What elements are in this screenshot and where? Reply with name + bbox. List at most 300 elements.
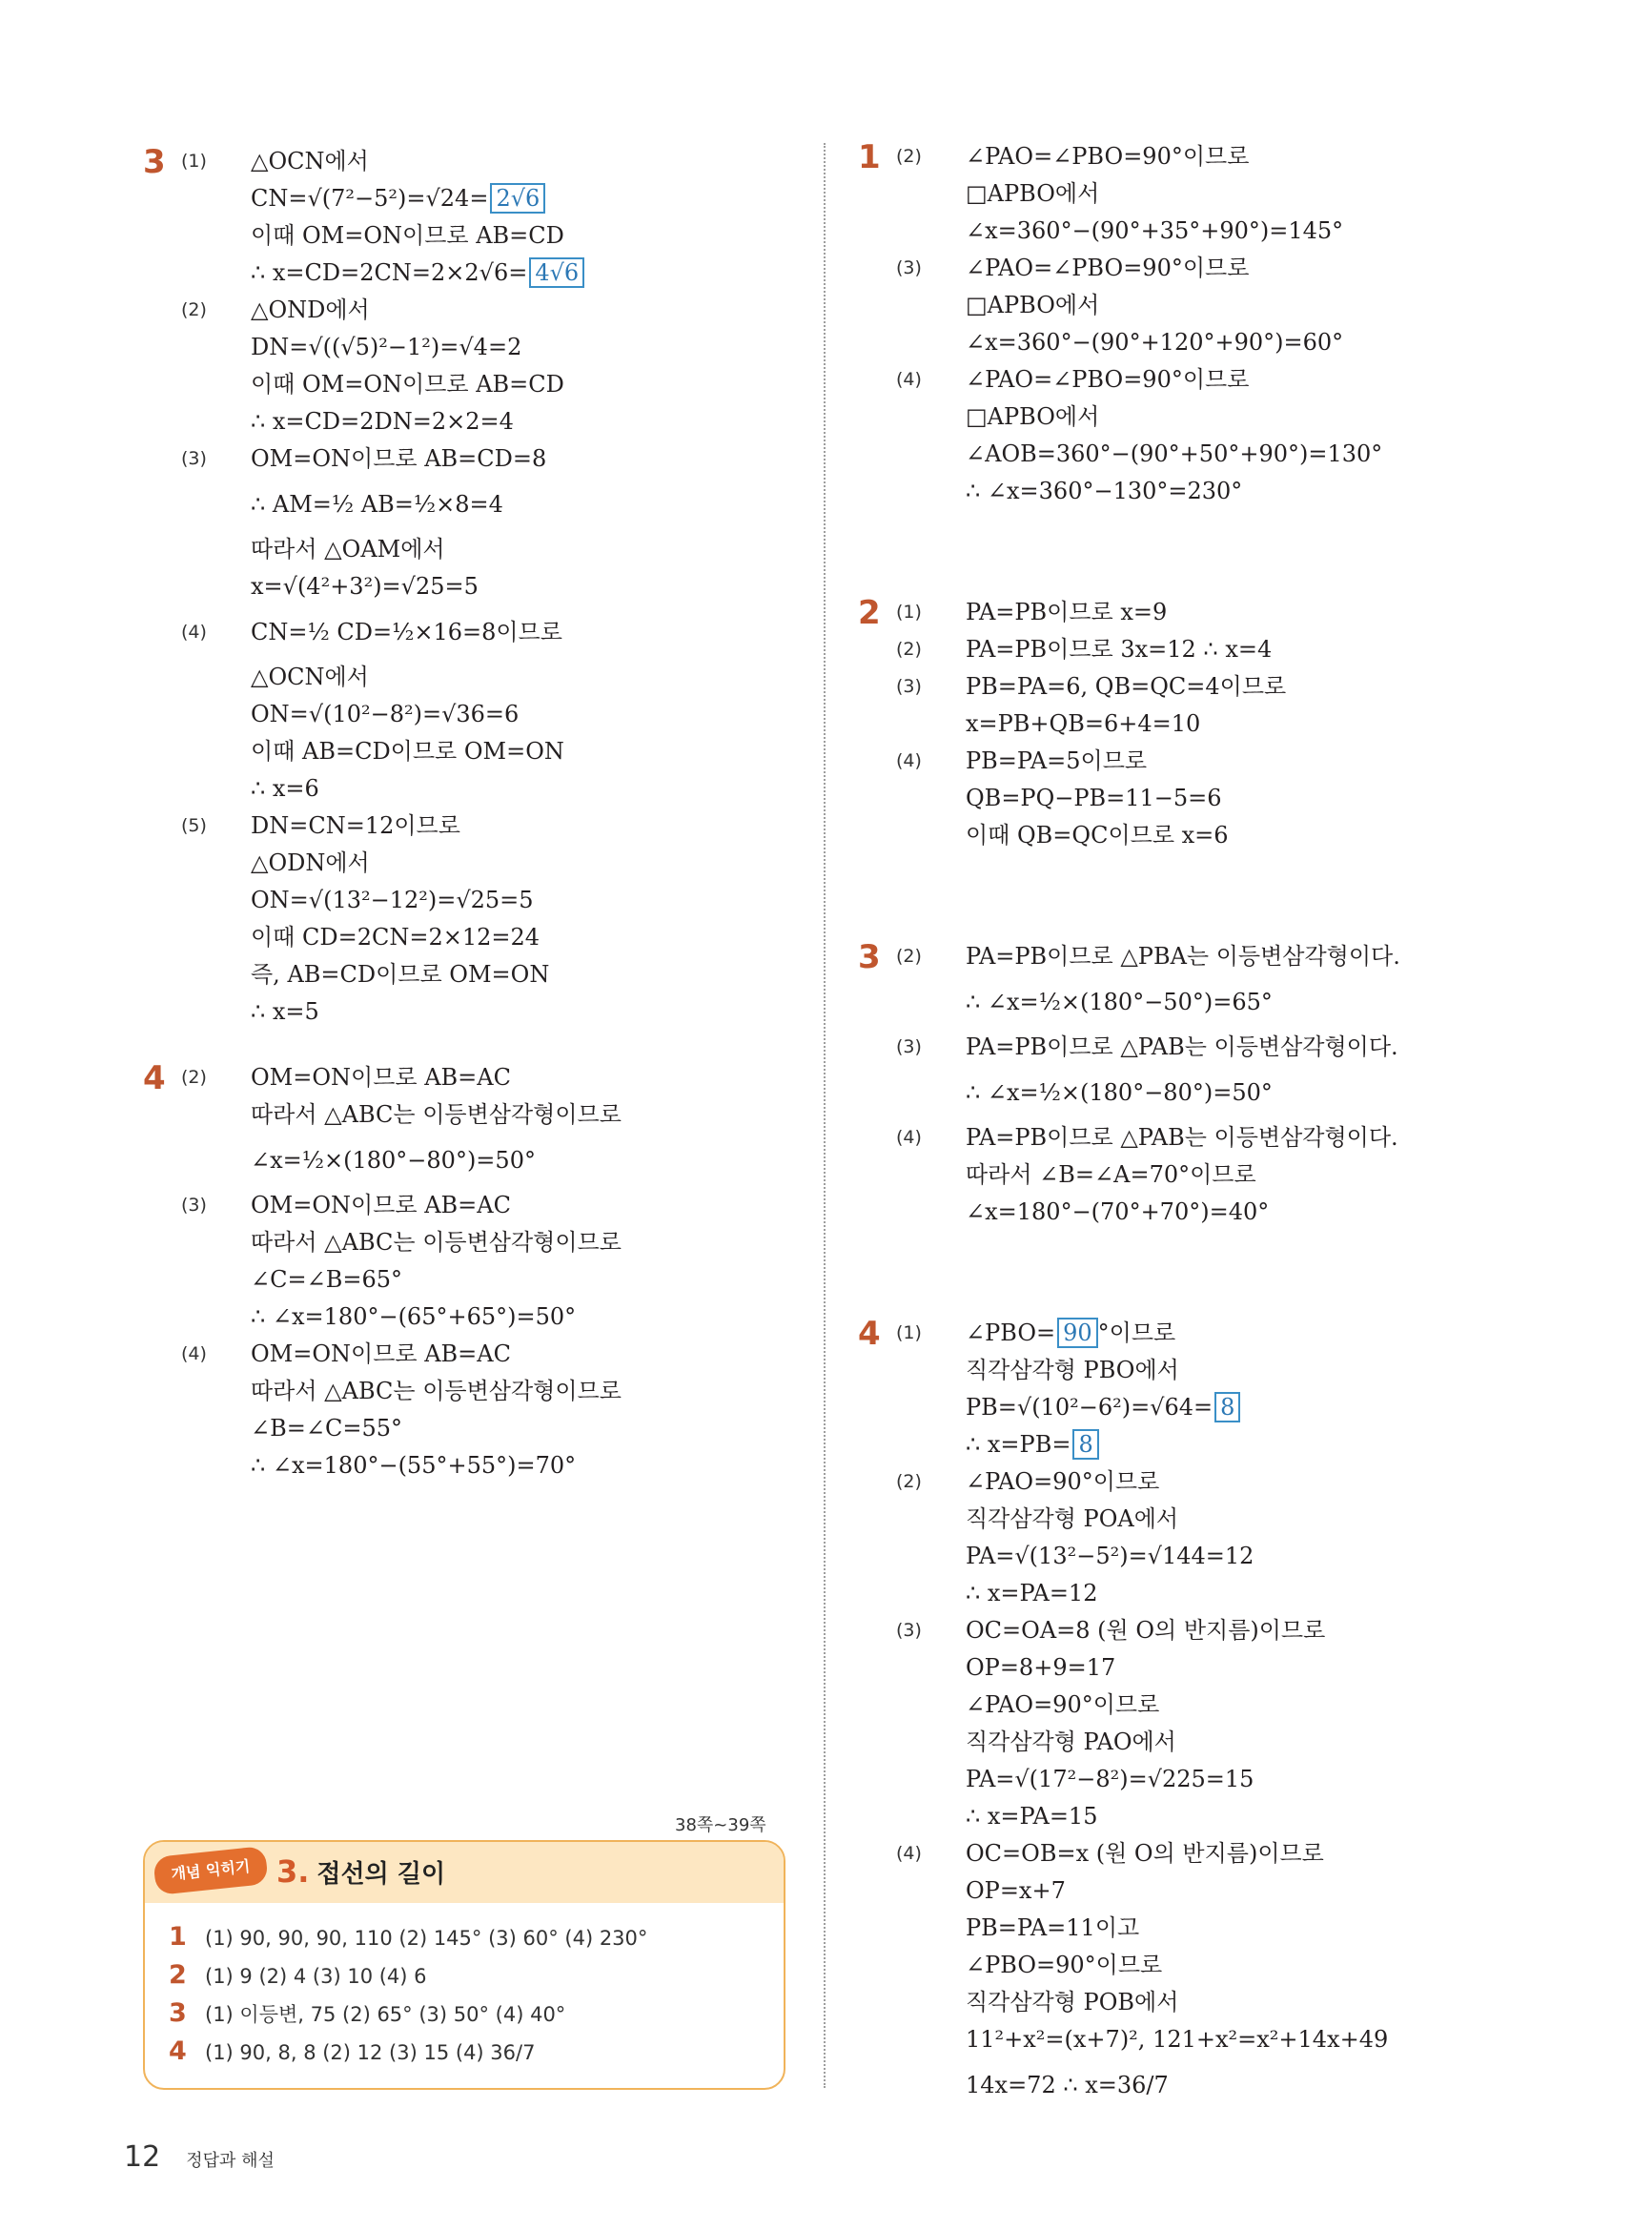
boxed-answer: 2√6 [490, 183, 545, 214]
solution-expression: 따라서 △ABC는 이등변삼각형이므로 [251, 1378, 622, 1404]
solution-line [896, 1798, 1544, 1835]
solution-line [896, 1501, 1544, 1538]
solution-line [896, 1029, 1544, 1066]
solution-expression: ∴ AM=½ AB=½×8=4 [251, 491, 503, 518]
problem-number: 4 [143, 1059, 166, 1097]
solution-text [251, 882, 534, 919]
solution-expression: ∴ x=PA=12 [966, 1580, 1098, 1606]
solution-text [966, 138, 1249, 175]
solution-expression: 직각삼각형 PBO에서 [966, 1357, 1179, 1383]
sub-question-label: (2) [896, 946, 922, 967]
sub-question-label: (4) [896, 750, 922, 771]
solution-line [896, 473, 1544, 510]
solution-line [896, 1724, 1544, 1761]
solution-expression: ∠x=360°−(90°+35°+90°)=145° [966, 217, 1344, 244]
solution-line [181, 808, 791, 845]
problem-number: 3 [143, 143, 166, 181]
solution-text [966, 594, 1167, 631]
solution-text [966, 668, 1286, 706]
problem-3 [143, 143, 791, 1031]
solution-text [251, 255, 584, 292]
left-column [143, 143, 791, 1484]
solution-line [181, 733, 791, 770]
solution-line [181, 1447, 791, 1484]
solution-line [896, 361, 1544, 399]
solution-expression: □APBO에서 [966, 292, 1100, 318]
solution-expression: 즉, AB=CD이므로 OM=ON [251, 961, 550, 988]
solution-text [966, 436, 1382, 473]
solution-text [251, 217, 564, 255]
solution-expression: △OCN에서 [251, 148, 369, 174]
solution-text [966, 399, 1099, 436]
sub-question-label: (1) [896, 602, 922, 623]
solution-expression: 이때 OM=ON이므로 AB=CD [251, 222, 564, 249]
solution-text [966, 631, 1272, 668]
solution-text [251, 292, 370, 329]
solution-expression: ∠B=∠C=55° [251, 1415, 402, 1442]
solution-expression: 따라서 △ABC는 이등변삼각형이므로 [251, 1229, 622, 1256]
solution-text [251, 329, 521, 366]
answer-row-number: 4 [169, 2036, 187, 2066]
answer-row-text: (1) 이등변, 75 (2) 65° (3) 50° (4) 40° [205, 2003, 566, 2026]
solution-expression: ∴ ∠x=180°−(65°+65°)=50° [251, 1303, 577, 1330]
solution-line [896, 287, 1544, 324]
solution-expression: x=PB+QB=6+4=10 [966, 710, 1201, 737]
solution-line [181, 1224, 791, 1261]
solution-line [896, 1463, 1544, 1501]
solution-line [896, 2058, 1544, 2112]
answer-row [169, 1995, 647, 2033]
solution-line [181, 605, 791, 659]
solution-expression: PA=PB이므로 x=9 [966, 599, 1168, 625]
solution-expression: DN=√((√5)²−1²)=√4=2 [251, 334, 522, 360]
boxed-answer: 8 [1214, 1392, 1240, 1422]
solution-line [181, 1096, 791, 1134]
solution-expression: ∴ x=CD=2CN=2×2√6= [251, 259, 528, 286]
solution-text [251, 993, 319, 1031]
solution-line [181, 440, 791, 478]
solution-expression: ∴ ∠x=½×(180°−80°)=50° [966, 1079, 1273, 1106]
sub-question-label: (3) [896, 257, 922, 278]
solution-line [896, 668, 1544, 706]
solution-line [181, 993, 791, 1031]
sub-question-label: (2) [181, 1067, 207, 1088]
solution-text [966, 1119, 1398, 1156]
solution-expression: 이때 OM=ON이므로 AB=CD [251, 371, 564, 398]
solution-line [896, 1984, 1544, 2021]
solution-text [966, 1649, 1115, 1687]
solution-line [896, 1575, 1544, 1612]
solution-text [966, 938, 1400, 975]
solution-lines [896, 594, 1544, 854]
solution-expression: x=√(4²+3²)=√25=5 [251, 573, 479, 600]
solution-expression: OC=OB=x (원 O의 반지름)이므로 [966, 1840, 1324, 1867]
solution-line [896, 250, 1544, 287]
solution-expression: □APBO에서 [966, 403, 1100, 430]
solution-text [966, 1612, 1325, 1649]
solution-text [966, 1835, 1324, 1872]
solution-expression: △OCN에서 [251, 664, 369, 690]
problem-number: 3 [858, 938, 881, 976]
solution-text [966, 1984, 1178, 2021]
solution-text [966, 1724, 1176, 1761]
solution-line [181, 255, 791, 292]
solution-text [966, 213, 1343, 250]
solution-line [181, 568, 791, 605]
solution-line [181, 366, 791, 403]
solution-line [181, 1134, 791, 1187]
section-title-text: 접선의 길이 [316, 1860, 446, 1889]
solution-line [896, 938, 1544, 975]
solution-line [181, 770, 791, 808]
solution-line [896, 706, 1544, 743]
solution-expression: □APBO에서 [966, 180, 1100, 207]
solution-line [181, 180, 791, 217]
sub-question-label: (3) [896, 1036, 922, 1057]
answer-row [169, 1956, 647, 1995]
solution-expression: OM=ON이므로 AB=AC [251, 1192, 511, 1218]
sub-question-label: (4) [181, 1343, 207, 1364]
solution-expression: PA=PB이므로 △PBA는 이등변삼각형이다. [966, 943, 1400, 970]
solution-line [181, 403, 791, 440]
solution-line [181, 956, 791, 993]
solution-line [896, 1426, 1544, 1463]
solution-line [896, 1835, 1544, 1872]
solution-text [251, 403, 514, 440]
solution-expression: PB=PA=11이고 [966, 1914, 1140, 1941]
answer-row-number: 3 [169, 1998, 187, 2028]
sub-question-label: (4) [896, 1843, 922, 1864]
solution-expression: 따라서 △OAM에서 [251, 536, 445, 563]
solution-lines [896, 1315, 1544, 2112]
solution-line [896, 1389, 1544, 1426]
solution-lines [181, 143, 791, 1031]
right-column [858, 138, 1544, 2112]
solution-line [181, 292, 791, 329]
problem-4 [858, 1315, 1544, 2112]
solution-expression: 따라서 ∠B=∠A=70°이므로 [966, 1161, 1256, 1188]
solution-expression: ∠PBO= [966, 1320, 1056, 1346]
solution-text [966, 473, 1242, 510]
answer-box-header [145, 1842, 784, 1903]
solution-expression: ∠AOB=360°−(90°+50°+90°)=130° [966, 440, 1383, 467]
solution-line [896, 1315, 1544, 1352]
page-range: 38쪽~39쪽 [675, 1815, 766, 1835]
solution-text [966, 1156, 1256, 1194]
solution-expression: ∴ x=CD=2DN=2×2=4 [251, 408, 514, 435]
solution-text [251, 605, 562, 659]
solution-text [966, 1463, 1159, 1501]
solution-line [896, 1066, 1544, 1119]
solution-text [966, 1501, 1178, 1538]
solution-text [251, 659, 369, 696]
solution-expression: OC=OA=8 (원 O의 반지름)이므로 [966, 1617, 1326, 1644]
problem-3 [858, 938, 1544, 1231]
solution-line [896, 138, 1544, 175]
solution-text [966, 250, 1249, 287]
solution-text [966, 2058, 1169, 2112]
solution-text [966, 2021, 1388, 2058]
solution-text [251, 770, 319, 808]
solution-expression: △OND에서 [251, 297, 370, 323]
solution-expression: 14x=72 ∴ x=36/7 [966, 2072, 1169, 2098]
page-number: 12 [124, 2140, 161, 2174]
solution-text [966, 1687, 1159, 1724]
solution-line [896, 399, 1544, 436]
answer-row-text: (1) 90, 90, 90, 110 (2) 145° (3) 60° (4) 230° [205, 1927, 648, 1950]
solution-text [966, 817, 1229, 854]
solution-text [251, 531, 445, 568]
boxed-answer: 4√6 [529, 257, 584, 288]
solution-text [966, 1761, 1254, 1798]
solution-text [966, 743, 1147, 780]
sub-question-label: (2) [896, 639, 922, 660]
solution-line [181, 217, 791, 255]
solution-expression: OM=ON이므로 AB=AC [251, 1064, 511, 1091]
solution-expression: ∠PAO=90°이므로 [966, 1691, 1160, 1718]
problem-1 [858, 138, 1544, 510]
solution-expression: ∴ ∠x=½×(180°−50°)=65° [966, 989, 1273, 1015]
solution-text [251, 143, 369, 180]
solution-line [181, 1059, 791, 1096]
solution-expression-tail: °이므로 [1097, 1320, 1176, 1346]
problem-number: 1 [858, 138, 881, 176]
solution-text [966, 1066, 1273, 1119]
solution-expression: 이때 QB=QC이므로 x=6 [966, 822, 1229, 849]
solution-expression: 이때 CD=2CN=2×12=24 [251, 924, 540, 951]
solution-text [251, 1187, 511, 1224]
solution-line [181, 1187, 791, 1224]
answer-row-number: 2 [169, 1960, 187, 1990]
solution-line [896, 1910, 1544, 1947]
column-divider [824, 143, 826, 2088]
solution-line [896, 1352, 1544, 1389]
solution-line [181, 882, 791, 919]
solution-line [896, 213, 1544, 250]
solution-lines [896, 938, 1544, 1231]
solution-line [896, 1538, 1544, 1575]
solution-line [181, 531, 791, 568]
solution-line [896, 436, 1544, 473]
solution-expression: 직각삼각형 POA에서 [966, 1505, 1179, 1532]
solution-text [966, 780, 1222, 817]
solution-expression: 직각삼각형 POB에서 [966, 1989, 1179, 2015]
solution-expression: CN=½ CD=½×16=8이므로 [251, 619, 562, 645]
solution-text [966, 975, 1273, 1029]
solution-lines [181, 1059, 791, 1484]
sub-question-label: (3) [896, 1620, 922, 1641]
solution-expression: PA=√(17²−8²)=√225=15 [966, 1766, 1254, 1792]
solution-line [181, 845, 791, 882]
solution-text [251, 956, 549, 993]
solution-line [896, 975, 1544, 1029]
solution-expression: 따라서 △ABC는 이등변삼각형이므로 [251, 1101, 622, 1128]
solution-expression: ∠PBO=90°이므로 [966, 1952, 1163, 1978]
solution-text [251, 1410, 402, 1447]
solution-expression: ∴ ∠x=180°−(55°+55°)=70° [251, 1452, 577, 1479]
sub-question-label: (2) [896, 146, 922, 167]
solution-text [251, 1447, 576, 1484]
solution-text [251, 1059, 511, 1096]
answer-row [169, 2033, 647, 2071]
solution-line [896, 1947, 1544, 1984]
solution-text [251, 1373, 622, 1410]
solution-expression: OM=ON이므로 AB=CD=8 [251, 445, 547, 472]
solution-line [181, 478, 791, 531]
solution-text [251, 1134, 536, 1187]
answer-row-text: (1) 9 (2) 4 (3) 10 (4) 6 [205, 1965, 427, 1988]
solution-line [896, 2021, 1544, 2058]
footer-label: 정답과 해설 [186, 2151, 275, 2171]
section-title [276, 1853, 445, 1890]
solution-line [181, 659, 791, 696]
solution-expression: ∠PAO=∠PBO=90°이므로 [966, 255, 1250, 281]
solution-line [896, 1649, 1544, 1687]
solution-text [966, 324, 1343, 361]
sub-question-label: (4) [896, 369, 922, 390]
solution-text [251, 845, 370, 882]
solution-text [251, 366, 564, 403]
solution-text [251, 1336, 511, 1373]
solution-lines [896, 138, 1544, 510]
solution-expression: OP=8+9=17 [966, 1654, 1116, 1681]
solution-text [251, 1261, 402, 1299]
sub-question-label: (3) [181, 1195, 207, 1216]
solution-text [251, 1096, 622, 1134]
solution-text [251, 808, 460, 845]
sub-question-label: (1) [896, 1322, 922, 1343]
solution-expression: OM=ON이므로 AB=AC [251, 1340, 511, 1367]
solution-text [251, 478, 503, 531]
solution-line [181, 696, 791, 733]
solution-line [896, 1872, 1544, 1910]
solution-line [896, 1119, 1544, 1156]
solution-line [181, 1373, 791, 1410]
solution-text [966, 1426, 1099, 1463]
problem-4 [143, 1059, 791, 1484]
solution-text [251, 696, 519, 733]
solution-text [966, 1798, 1097, 1835]
solution-expression: ∠PAO=90°이므로 [966, 1468, 1160, 1495]
sub-question-label: (5) [181, 815, 207, 836]
solution-expression: DN=CN=12이므로 [251, 812, 460, 839]
solution-line [896, 594, 1544, 631]
solution-expression: PA=PB이므로 3x=12 ∴ x=4 [966, 636, 1273, 663]
solution-line [896, 324, 1544, 361]
solution-expression: ∴ x=PA=15 [966, 1803, 1098, 1830]
sub-question-label: (4) [181, 622, 207, 643]
solution-text [251, 733, 564, 770]
solution-text [251, 919, 540, 956]
solution-text [966, 1029, 1398, 1066]
problem-2 [858, 594, 1544, 854]
solution-expression: QB=PQ−PB=11−5=6 [966, 785, 1222, 811]
solution-line [181, 143, 791, 180]
boxed-answer: 90 [1057, 1318, 1098, 1348]
solution-text [966, 1352, 1179, 1389]
solution-line [896, 631, 1544, 668]
solution-line [896, 1194, 1544, 1231]
solution-line [896, 1612, 1544, 1649]
solution-expression: CN=√(7²−5²)=√24= [251, 185, 489, 212]
solution-line [896, 1761, 1544, 1798]
solution-text [251, 180, 545, 217]
solution-text [251, 1224, 622, 1261]
solution-expression: ∴ x=PB= [966, 1431, 1071, 1458]
solution-text [966, 1872, 1066, 1910]
solution-expression: PA=√(13²−5²)=√144=12 [966, 1543, 1254, 1569]
solution-expression: ON=√(10²−8²)=√36=6 [251, 701, 520, 727]
solution-text [966, 1947, 1162, 1984]
solution-expression: PB=√(10²−6²)=√64= [966, 1394, 1214, 1421]
solution-expression: 직각삼각형 PAO에서 [966, 1729, 1176, 1755]
answer-rows [169, 1918, 647, 2071]
solution-text [251, 568, 479, 605]
solution-text [966, 706, 1200, 743]
solution-expression: PB=PA=6, QB=QC=4이므로 [966, 673, 1287, 700]
solution-line [181, 919, 791, 956]
sub-question-label: (2) [896, 1471, 922, 1492]
solution-text [251, 1299, 576, 1336]
solution-line [181, 1336, 791, 1373]
solution-expression: PA=PB이므로 △PAB는 이등변삼각형이다. [966, 1124, 1398, 1151]
answer-row-number: 1 [169, 1922, 187, 1952]
solution-text [966, 1575, 1097, 1612]
solution-text [966, 1194, 1269, 1231]
solution-expression: ∴ ∠x=360°−130°=230° [966, 478, 1243, 504]
solution-expression: ∠PAO=∠PBO=90°이므로 [966, 143, 1250, 170]
solution-expression: ∠PAO=∠PBO=90°이므로 [966, 366, 1250, 393]
solution-text [966, 287, 1099, 324]
sub-question-label: (1) [181, 151, 207, 172]
sub-question-label: (2) [181, 299, 207, 320]
problem-number: 2 [858, 594, 881, 632]
solution-expression: ON=√(13²−12²)=√25=5 [251, 887, 534, 913]
sub-question-label: (3) [181, 448, 207, 469]
solution-line [896, 175, 1544, 213]
solution-expression: 이때 AB=CD이므로 OM=ON [251, 738, 564, 765]
solution-line [181, 329, 791, 366]
solution-line [181, 1410, 791, 1447]
problem-number: 4 [858, 1315, 881, 1353]
solution-line [896, 1687, 1544, 1724]
solution-line [896, 817, 1544, 854]
solution-line [896, 780, 1544, 817]
solution-expression: OP=x+7 [966, 1877, 1066, 1904]
sub-question-label: (4) [896, 1127, 922, 1148]
solution-line [181, 1261, 791, 1299]
solution-expression: ∴ x=6 [251, 775, 319, 802]
solution-text [966, 175, 1099, 213]
solution-text [966, 361, 1249, 399]
solution-line [181, 1299, 791, 1336]
solution-text [966, 1389, 1240, 1426]
solution-expression: ∴ x=5 [251, 998, 319, 1025]
answer-row-text: (1) 90, 8, 8 (2) 12 (3) 15 (4) 36/7 [205, 2041, 536, 2064]
solution-expression: △ODN에서 [251, 849, 370, 876]
solution-expression: ∠C=∠B=65° [251, 1266, 402, 1293]
solution-expression: ∠x=180°−(70°+70°)=40° [966, 1198, 1270, 1225]
solution-line [896, 743, 1544, 780]
solution-expression: ∠x=360°−(90°+120°+90°)=60° [966, 329, 1344, 356]
solution-expression: ∠x=½×(180°−80°)=50° [251, 1147, 536, 1174]
solution-text [251, 440, 546, 478]
sub-question-label: (3) [896, 676, 922, 697]
solution-text [966, 1315, 1175, 1352]
solution-expression: 11²+x²=(x+7)², 121+x²=x²+14x+49 [966, 2026, 1389, 2053]
solution-expression: PB=PA=5이므로 [966, 747, 1148, 774]
section-number: 3. [276, 1853, 310, 1890]
